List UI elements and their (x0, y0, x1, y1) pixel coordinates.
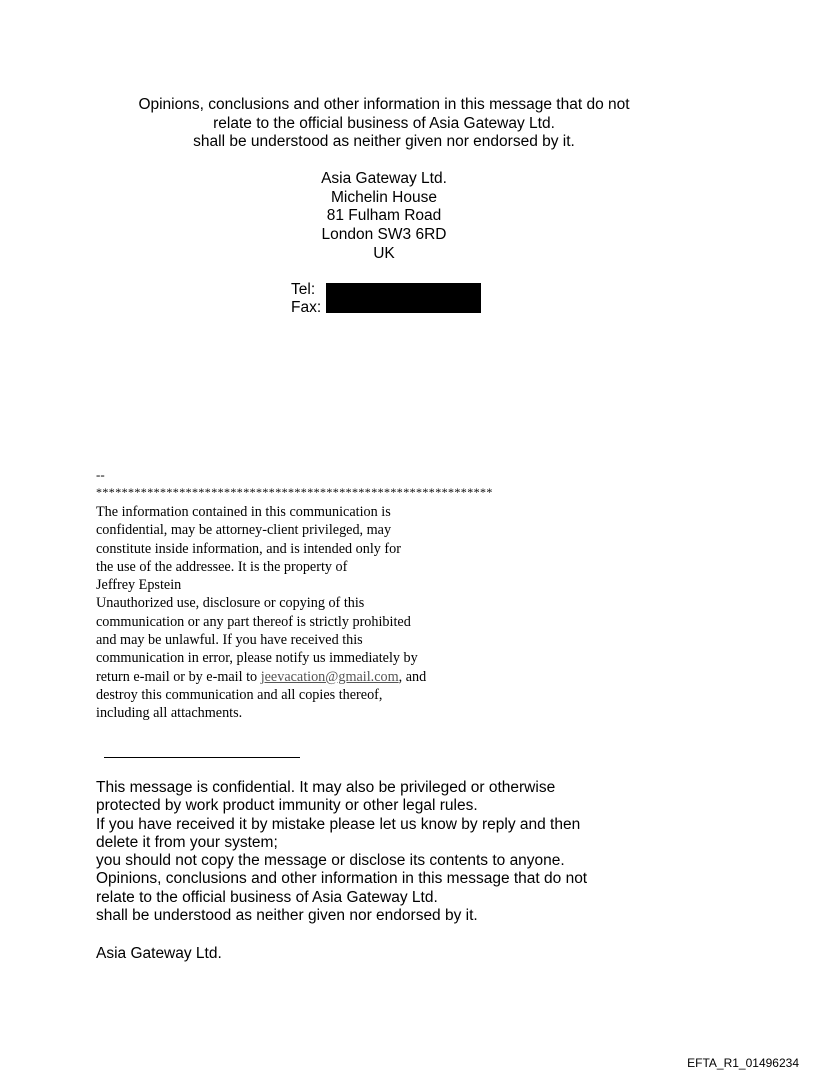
notice-line: communication or any part thereof is strictly prohibited (96, 613, 411, 630)
top-disclaimer (0, 96, 768, 152)
address-street: 81 Fulham Road (326, 207, 442, 225)
signature-separator: -- (96, 467, 105, 482)
footer-disclaimer-line: This message is confidential. It may also be privileged or otherwise (96, 779, 556, 796)
footer-disclaimer-line: protected by work product immunity or other legal rules. (96, 797, 478, 815)
footer-company-name: Asia Gateway Ltd. (96, 945, 222, 962)
top-disclaimer-line: relate to the official business of Asia Gateway Ltd. (213, 114, 555, 132)
fax-row (291, 299, 325, 317)
company-address (0, 170, 768, 264)
notice-line: the use of the addressee. It is the property of (96, 558, 348, 575)
notice-line: destroy this communication and all copies thereof, (96, 686, 383, 703)
notice-line: The information contained in this communication is (96, 504, 391, 520)
redaction-box (326, 283, 481, 313)
footer-disclaimer-line: Opinions, conclusions and other information in this message that do not (96, 870, 588, 888)
footer-disclaimer-line: If you have received it by mistake please let us know by reply and then (96, 815, 581, 833)
notice-line: communication in error, please notify us immediately by (96, 650, 418, 667)
tel-row (291, 281, 325, 299)
notice-line: and may be unlawful. If you have received this (96, 632, 363, 649)
top-disclaimer-line: Opinions, conclusions and other information in this message that do not (138, 96, 630, 113)
footer-disclaimer-line: delete it from your system; (96, 833, 278, 851)
address-building: Michelin House (331, 188, 437, 206)
notice-email-line (96, 668, 426, 686)
address-country: UK (373, 244, 395, 262)
notice-line: including all attachments. (96, 705, 243, 722)
notice-line: Unauthorized use, disclosure or copying of this (96, 595, 365, 612)
confidentiality-notice (96, 503, 426, 723)
footer-disclaimer (96, 779, 587, 925)
asterisk-divider: ************************************************************** (96, 485, 493, 499)
footer-disclaimer-line: shall be understood as neither given nor endorsed by it. (96, 907, 478, 925)
email-link[interactable]: jeevacation@gmail.com (260, 668, 399, 685)
email-line-prefix: return e-mail or by e-mail to (96, 668, 261, 685)
top-disclaimer-line: shall be understood as neither given nor endorsed by it. (193, 133, 575, 151)
fax-label: Fax: (291, 299, 322, 316)
notice-line: constitute inside information, and is intended only for (96, 540, 401, 557)
address-company-name: Asia Gateway Ltd. (321, 170, 447, 187)
footer-disclaimer-line: relate to the official business of Asia Gateway Ltd. (96, 888, 438, 906)
notice-line: confidential, may be attorney-client privileged, may (96, 522, 392, 539)
footer-disclaimer-line: you should not copy the message or disclose its contents to anyone. (96, 852, 565, 870)
address-city-postcode: London SW3 6RD (321, 226, 447, 244)
tel-label: Tel: (291, 281, 316, 298)
email-line-suffix: , and (398, 668, 427, 685)
notice-line: Jeffrey Epstein (96, 577, 182, 594)
separator-rule (104, 757, 300, 758)
document-id: EFTA_R1_01496234 (687, 1056, 799, 1070)
